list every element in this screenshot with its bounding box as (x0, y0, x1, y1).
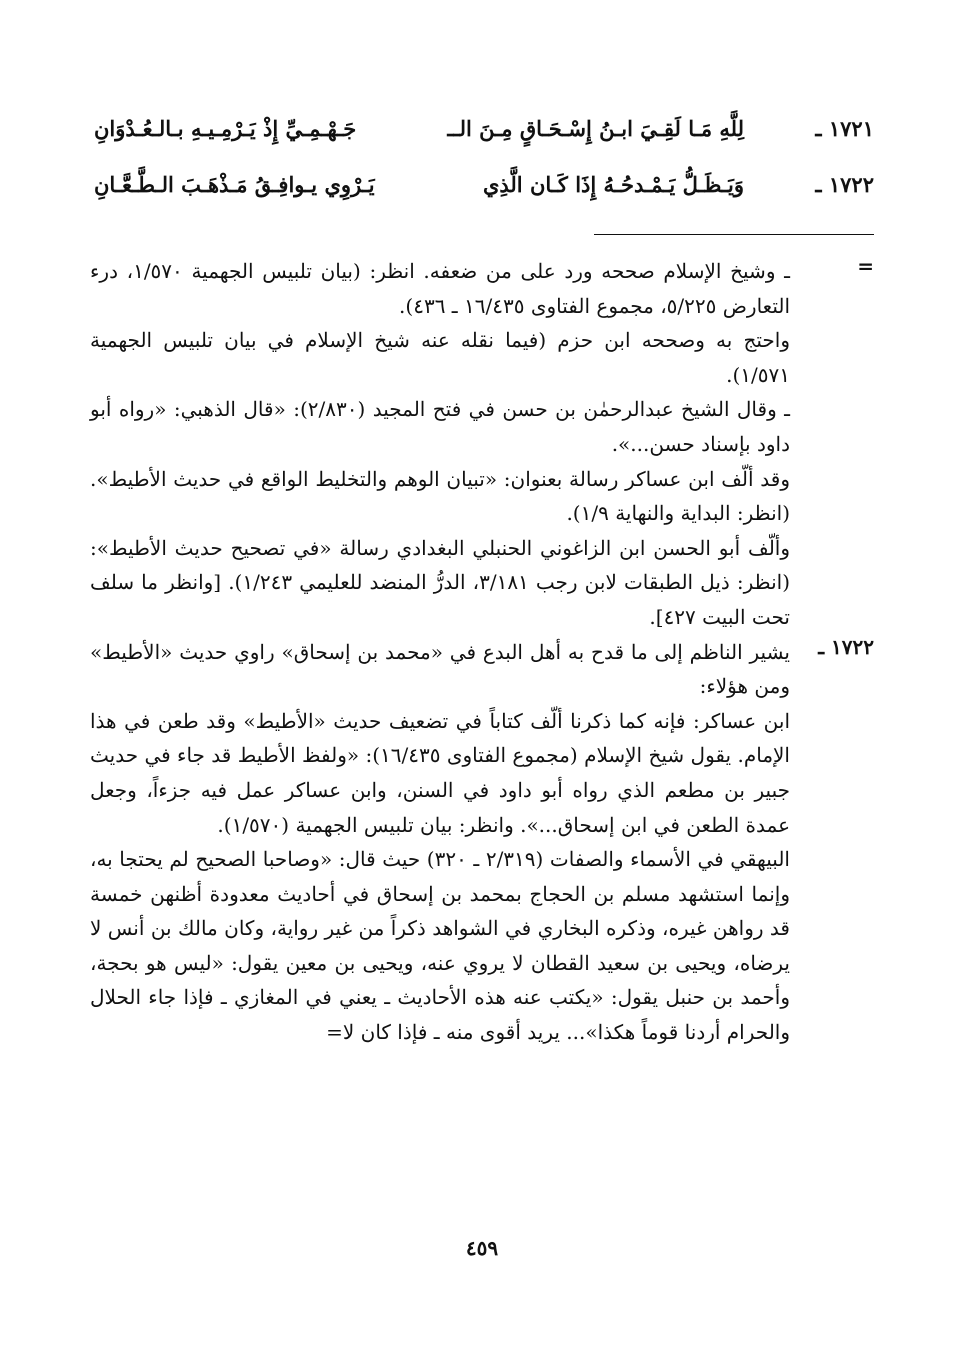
footnote-paragraph: ابن عساكر: فإنه كما ذكرنا ألّف كتاباً في تضعيف حديث «الأطيط» وقد طعن في هذا الإمام. يقول شيخ الإسلام (مجموع الفتاوى ١٦/٤٣٥): «ولفظ الأطيط قد جاء في حديث جبير بن مطعم الذي رواه أبو داود في السنن، وابن عساكر عمل فيه جزءاً، وجعل عمدة الطعن في ابن إسحاق...». وانظر: بيان تلبيس الجهمية (١/٥٧٠). (90, 708, 790, 837)
footnote-paragraph: وقد ألّف ابن عساكر رسالة بعنوان: «تبيان الوهم والتخليط الواقع في حديث الأطيط». (انظر: البداية والنهاية ١/٩). (90, 466, 790, 526)
footnote-paragraph: البيهقي في الأسماء والصفات (٢/٣١٩ ـ ٣٢٠) حيث قال: «وصاحبا الصحيح لم يحتجا به، وإنما استشهد مسلم بن الحجاج بمحمد بن إسحاق في أحاديث معدودة أظنهن خمسة قد رواهن غيره، وذكره البخاري في الشواهد ذكراً من غير رواية، وكان مالك بن أنس لا يرضاه، ويحيى بن سعيد القطان لا يروي عنه، ويحيى بن معين يقول: «ليس هو بحجة، وأحمد بن حنبل يقول: «يكتب عنه هذه الأحاديث ـ يعني في المغازي ـ فإذا جاء الحلال والحرام أردنا قوماً هكذا»... يريد أقوى منه ـ فإذا كان لا= (90, 847, 790, 1045)
verse-number: ١٧٢٢ ـ (815, 172, 874, 197)
verse-hemistich-first: وَيَـظَـلُّ يَـمْـدحُـهُ إِذَا كَـان الَّذِي (482, 172, 744, 197)
footnote-continuation (90, 254, 874, 635)
footnotes (90, 254, 874, 1050)
footnote-paragraph: واحتج به وصححه ابن حزم (فيما نقله عنه شيخ الإسلام في بيان تلبيس الجهمية ١/٥٧١). (90, 328, 790, 387)
footnote-paragraph: وألّف أبو الحسن ابن الزاغوني الحنبلي البغدادي رسالة «في تصحيح حديث الأطيط»: (انظر: ذيل الطبقات لابن رجب ٣/١٨١، الدرُّ المنضد للعليمي ١/٢٤٣). [وانظر ما سلف تحت البيت ٤٢٧]. (90, 535, 791, 629)
verse-hemistich-first: لِلَّهِ مَـا لَقِـيَ ابـنُ إِسْـحَـاقٍ مِـنَ الــ (447, 116, 744, 141)
page-number: ٤٥٩ (465, 1236, 499, 1260)
footnote-paragraph: ـ وقال الشيخ عبدالرحمٰن بن حسن في فتح المجيد (٢/٨٣٠): «قال الذهبي: «رواه أبو داود بإسناد حسن...». (90, 397, 791, 456)
footnote-paragraph: يشير الناظم إلى ما قدح به أهل البدع في «محمد بن إسحاق» راوي حديث «الأطيط» ومن هؤلاء: (90, 639, 790, 699)
footnote-1722 (90, 635, 874, 1050)
verse-hemistich-second: يَـرْوِي يـوافِـقُ مَـذْهَـبَ الـطَّـعَّـانِ (94, 172, 375, 197)
footnote-number: ١٧٢٢ ـ (818, 634, 874, 659)
footnote-paragraph: ـ وشيخ الإسلام صححه ورد على من ضعفه. انظر: (بيان تلبيس الجهمية ١/٥٧٠، درء التعارض ٥/٢٢٥، مجموع الفتاوى ١٦/٤٣٥ ـ ٤٣٦). (90, 259, 790, 318)
continuation-marker: = (857, 254, 874, 278)
verse-1721 (90, 116, 874, 156)
verse-1722 (90, 172, 874, 212)
verse-hemistich-second: جَـهْـمِـيِّ إِذْ يَـرْمِـيـهِ بـالـعُـدْوَانِ (94, 116, 357, 141)
verse-number: ١٧٢١ ـ (815, 116, 874, 141)
footnote-separator (594, 234, 874, 235)
